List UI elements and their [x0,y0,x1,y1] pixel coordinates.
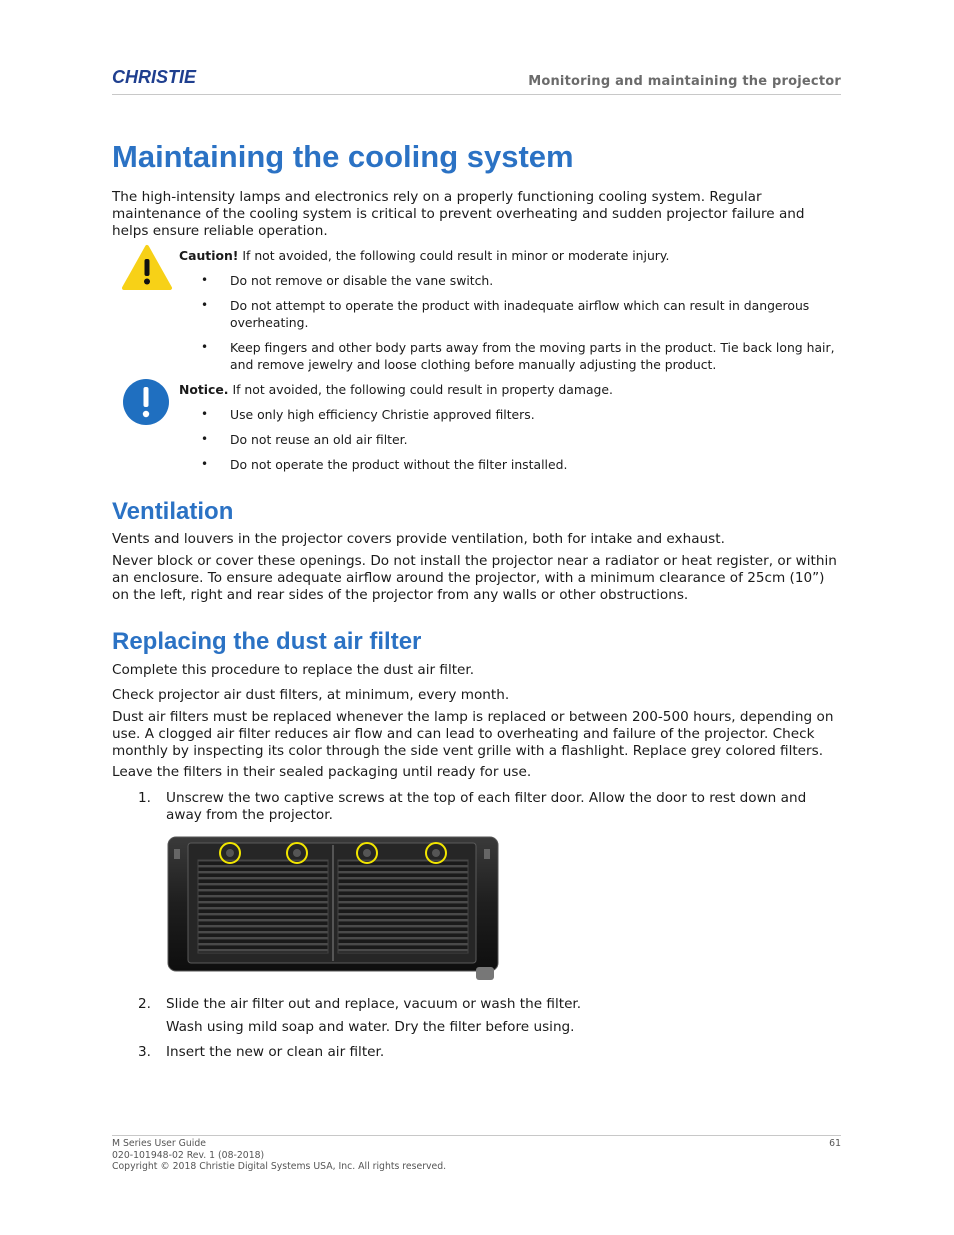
caution-label: Caution! [179,248,239,263]
footer-document-number: 020-101948-02 Rev. 1 (08-2018) [112,1149,265,1161]
procedure-steps [112,790,841,824]
list-item: • Use only high efficiency Christie approved filters. [179,406,841,423]
step-number: 2. [138,996,151,1012]
footer-rule [112,1135,841,1136]
filter-paragraph-3: Dust air filters must be replaced whenever the lamp is replaced or between 200-500 hours, depending on use. A clogged air filter reduces air flow and can lead to overheating and failure of the projector. Check monthly by inspecting its color through the side vent grille with a flashlight. Replace grey colored filters. [112,709,834,759]
page-number: 61 [829,1138,841,1149]
list-item: • Do not operate the product without the filter installed. [179,456,841,473]
step-text: Insert the new or clean air filter. [166,1044,385,1060]
intro-paragraph: The high-intensity lamps and electronics rely on a properly functioning cooling system. Regular maintenance of the cooling system is critical to prevent overheating and sudden projector failure and helps ensure reliable operation. [112,189,805,239]
step-item [112,790,841,824]
projector-filter-door-figure [166,835,500,984]
notice-text: If not avoided, the following could result in property damage. [228,382,613,397]
list-item: • Do not remove or disable the vane switch. [179,272,841,289]
step-text: Slide the air filter out and replace, vacuum or wash the filter. [166,996,582,1012]
step-number: 3. [138,1044,151,1060]
filter-heading: Replacing the dust air filter [112,628,422,655]
caution-text: If not avoided, the following could result in minor or moderate injury. [238,248,670,263]
filter-paragraph-1: Complete this procedure to replace the dust air filter. [112,662,475,678]
list-item: • Keep fingers and other body parts away from the moving parts in the product. Tie back long hair, and remove jewelry and loose clothing before manually adjusting the product. [179,339,841,373]
caution-warning-icon [121,244,173,292]
content [112,137,841,1061]
notice-block [112,382,841,473]
ventilation-heading: Ventilation [112,498,234,525]
list-item: • Do not reuse an old air filter. [179,431,841,448]
running-head: Monitoring and maintaining the projector [528,74,841,89]
ventilation-paragraph-2: Never block or cover these openings. Do not install the projector near a radiator or heat register, or within an enclosure. To ensure adequate airflow around the projector, with a minimum clearance of 25cm (10”) on the left, right and rear sides of the projector from any walls or other obstructions. [112,553,837,603]
step-text: Unscrew the two captive screws at the top of each filter door. Allow the door to rest down and away from the projector. [166,790,807,823]
footer-copyright: Copyright © 2018 Christie Digital Systems USA, Inc. All rights reserved. [112,1161,447,1172]
step-item [112,996,841,1036]
notice-list [179,406,841,473]
header-rule [112,94,841,95]
list-item: • Do not attempt to operate the product with inadequate airflow which can result in dangerous overheating. [179,297,841,331]
step-sub-text: Wash using mild soap and water. Dry the filter before using. [166,1019,575,1035]
christie-logo [112,66,222,88]
footer-guide-name: M Series User Guide [112,1138,206,1149]
notice-info-icon [122,378,170,426]
step-number: 1. [138,790,151,806]
step-item [112,1044,841,1061]
filter-paragraph-2: Check projector air dust filters, at minimum, every month. [112,687,510,703]
caution-heading [179,248,841,264]
notice-label: Notice. [179,382,229,397]
procedure-steps-continued [112,996,841,1061]
footer [112,1138,446,1173]
page-title: Maintaining the cooling system [112,139,574,174]
filter-paragraph-4: Leave the filters in their sealed packaging until ready for use. [112,764,532,780]
logo-text: CHRISTIE [112,67,197,87]
caution-list [179,272,841,373]
notice-heading [179,382,841,398]
ventilation-paragraph-1: Vents and louvers in the projector covers provide ventilation, both for intake and exhaust. [112,531,725,547]
caution-block [112,248,841,373]
